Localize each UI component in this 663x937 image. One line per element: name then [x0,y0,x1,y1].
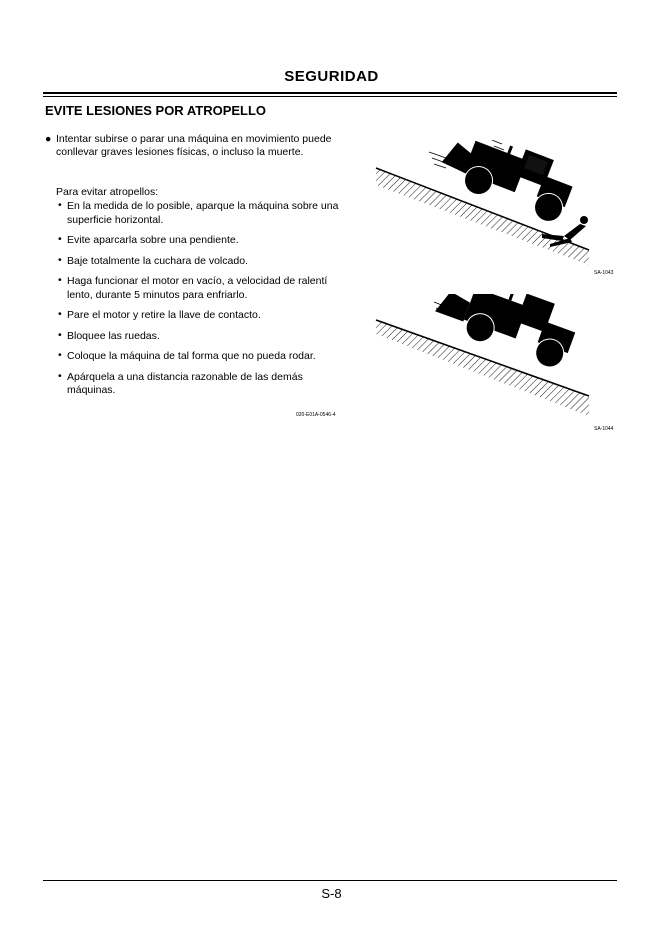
list-item-text: Coloque la máquina de tal forma que no pueda rodar. [67,350,316,362]
list-item-text: Bloquee las ruedas. [67,329,160,342]
list-item [56,200,346,227]
list-item [56,350,346,364]
page-number: S-8 [321,886,342,901]
list-bullet: • [58,369,62,382]
list-item [56,255,346,269]
page-header-title: SEGURIDAD [284,68,379,85]
list-item [56,371,346,398]
list-item-text: Haga funcionar el motor en vacío, a velocidad de ralentí lento, durante 5 minutos para enfriarlo. [67,275,328,301]
list-item-text: Pare el motor y retire la llave de contacto. [67,309,261,321]
list-item-text: Evite aparcarla sobre una pendiente. [67,234,239,246]
list-bullet: • [58,199,62,211]
parked-loader-illustration [374,294,594,424]
figure-label-2: SA-1044 [594,426,614,432]
list-item [56,330,346,344]
prevention-list [56,200,346,405]
figure-label-1: SA-1043 [594,270,614,276]
list-bullet: • [58,274,62,286]
section-title: EVITE LESIONES POR ATROPELLO [45,103,267,118]
prevention-heading: Para evitar atropellos: [56,186,159,198]
intro-bullet: ● [45,133,52,145]
list-item-text: En la medida de lo posible, aparque la máquina sobre una superficie horizontal. [67,200,339,226]
list-item-text: Baje totalmente la cuchara de volcado. [67,254,248,267]
list-bullet: • [58,308,62,320]
runaway-loader-illustration [374,140,594,270]
list-bullet: • [58,253,62,266]
list-item [56,309,346,323]
intro-paragraph [45,133,345,159]
list-item [56,234,346,248]
intro-text: Intentar subirse o parar una máquina en movimiento puede conllevar graves lesiones físicas, o incluso la muerte. [56,133,332,158]
list-bullet: • [58,349,62,361]
footer-rule [43,880,617,881]
list-bullet: • [58,328,62,341]
document-code: 020-E01A-0546-4 [296,412,336,418]
list-item-text: Apárquela a una distancia razonable de las demás máquinas. [67,370,303,396]
header-rule-thick [43,92,617,94]
list-item [56,275,346,302]
list-bullet: • [58,233,62,245]
header-rule-thin [43,96,617,97]
